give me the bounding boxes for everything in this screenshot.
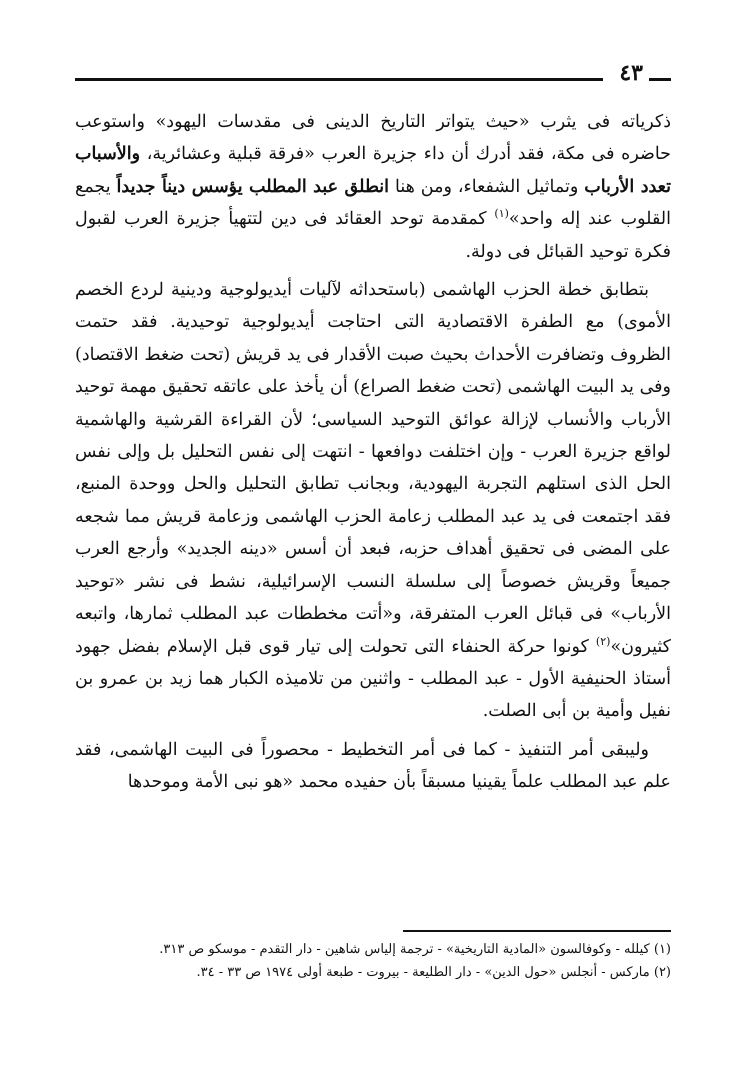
main-text [75, 106, 671, 799]
footnote-ref-2: (٢) [595, 634, 611, 648]
bold-phrase: والأسباب تعدد الأرباب [75, 144, 671, 197]
footnote-separator [403, 930, 671, 932]
footnote-1: (١) كيلله - وكوفالسون «المادية التاريخية» - ترجمة إلياس شاهين - دار التقدم - موسكو ص ٣١٣. [159, 942, 671, 957]
footnotes [75, 938, 671, 984]
paragraph-2: بتطابق خطة الحزب الهاشمى (باستحداثه لآليات أيديولوجية ودينية لردع الخصم الأموى) مع الطفرة الاقتصادية التى احتاجت أيديولوجية توحيدية. فقد حتمت الظروف وتضافرت الأحداث بحيث صبت الأقدار فى يد قريش (تحت ضغط الاقتصاد) وفى يد البيت الهاشمى (تحت ضغط الصراع) أن يأخذ على عاتقه تحقيق مهمة توحيد الأرباب والأنساب لإزالة عوائق التوحيد السياسى؛ لأن القراءة القرشية والهاشمية لواقع جزيرة العرب - وإن اختلفت دوافعها - انتهت إلى نفس التحليل بل وإلى نفس الحل الذى استلهم التجربة اليهودية، وبجانب تطابق التحليل والحل ووحدة المنبع، فقد اجتمعت فى يد عبد المطلب زعامة الحزب الهاشمى وزعامة قريش مما شجعه على المضى فى تحقيق أهداف حزبه، فبعد أن أسس «دينه الجديد» وأرجع العرب جميعاً وقريش خصوصاً إلى سلسلة النسب الإسرائيلية، نشط فى نشر «توحيد الأرباب» فى قبائل العرب المتفرقة، و«أتت مخططات عبد المطلب ثمارها، واتبعه كثيرون»$^{(٢)}$ كونوا حركة الحنفاء التى تحولت إلى تيار قوى قبل الإسلام بفضل جهود أستاذ الحنيفية الأول - عبد المطلب - واثنين من تلاميذه الكبار هما زيد بن عمرو بن نفيل وأمية بن أبى الصلت. [75, 280, 671, 722]
page-header [75, 58, 671, 88]
paragraph-3: وليبقى أمر التنفيذ - كما فى أمر التخطيط - محصوراً فى البيت الهاشمى، فقد علم عبد المطلب علماً يقينيا مسبقاً بأن حفيده محمد «هو نبى الأمة وموحدها [75, 739, 671, 793]
paragraph-1: ذكرياته فى يثرب «حيث يتواتر التاريخ الدينى فى مقدسات اليهود» واستوعب حاضره فى مكة، فقد أدرك أن داء جزيرة العرب «فرقة قبلية وعشائرية، والأسباب تعدد الأرباب وتماثيل الشفعاء، ومن هنا انطلق عبد المطلب يؤسس ديناً جديداً يجمع القلوب عند إله واحد»$^{(١)}$ كمقدمة توحد العقائد فى دين لتتهيأ جزيرة العرب لقبول فكرة توحيد القبائل فى دولة. [75, 112, 671, 262]
page-number: ٤٣ [619, 60, 643, 86]
bold-phrase: انطلق عبد المطلب يؤسس ديناً جديداً [116, 176, 390, 197]
header-rule [75, 78, 603, 81]
footnote-2: (٢) ماركس - أنجلس «حول الدين» - دار الطليعة - بيروت - طبعة أولى ١٩٧٤ ص ٣٣ - ٣٤. [196, 965, 671, 980]
header-rule-short [649, 78, 671, 81]
footnote-ref-1: (١) [494, 207, 509, 221]
